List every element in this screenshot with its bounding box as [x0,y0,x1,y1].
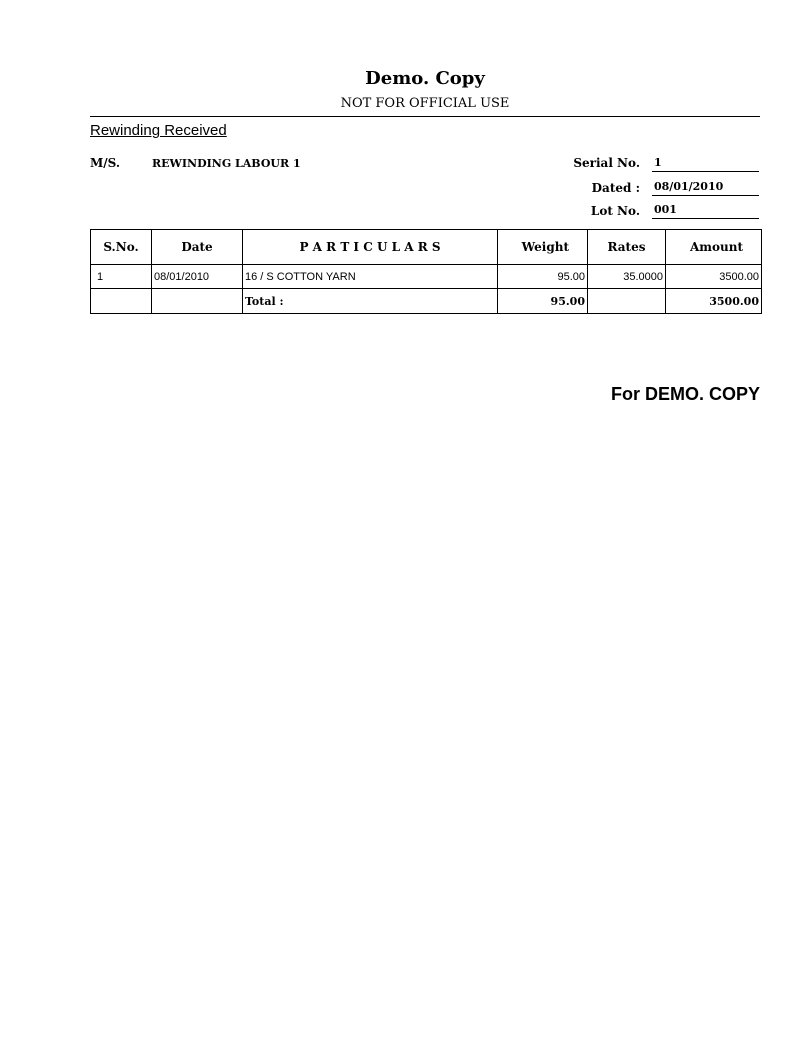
serial-no-value: 1 [652,156,759,172]
dated-value: 08/01/2010 [652,180,759,196]
column-header-date: Date [152,230,243,265]
column-header-particulars: P A R T I C U L A R S [243,230,498,265]
lot-no-value: 001 [652,203,759,219]
total-cell-empty-rate [588,289,666,314]
cell-weight: 95.00 [498,265,588,289]
column-header-sno: S.No. [91,230,152,265]
party-label: M/S. [90,156,121,170]
total-weight: 95.00 [498,289,588,314]
total-label: Total : [243,289,498,314]
total-cell-empty-sno [91,289,152,314]
cell-date: 08/01/2010 [152,265,243,289]
cell-rate: 35.0000 [588,265,666,289]
column-header-amount: Amount [666,230,762,265]
sign-off: For DEMO. COPY [610,384,760,404]
page-title: Demo. Copy [365,68,485,89]
cell-particulars: 16 / S COTTON YARN [243,265,498,289]
table-header-row [91,230,762,265]
total-amount: 3500.00 [666,289,762,314]
total-cell-empty-date [152,289,243,314]
table-row [91,265,762,289]
total-row [91,289,762,314]
serial-no-label: Serial No. [573,156,640,170]
column-header-rates: Rates [588,230,666,265]
items-table [90,229,762,314]
cell-amount: 3500.00 [666,265,762,289]
lot-no-label: Lot No. [590,204,640,218]
cell-sno: 1 [91,265,152,289]
header-divider [90,116,760,117]
column-header-weight: Weight [498,230,588,265]
page-subtitle: NOT FOR OFFICIAL USE [340,96,510,111]
party-name: REWINDING LABOUR 1 [152,157,301,170]
document-heading: Rewinding Received [90,122,227,139]
dated-label: Dated : [591,181,640,195]
